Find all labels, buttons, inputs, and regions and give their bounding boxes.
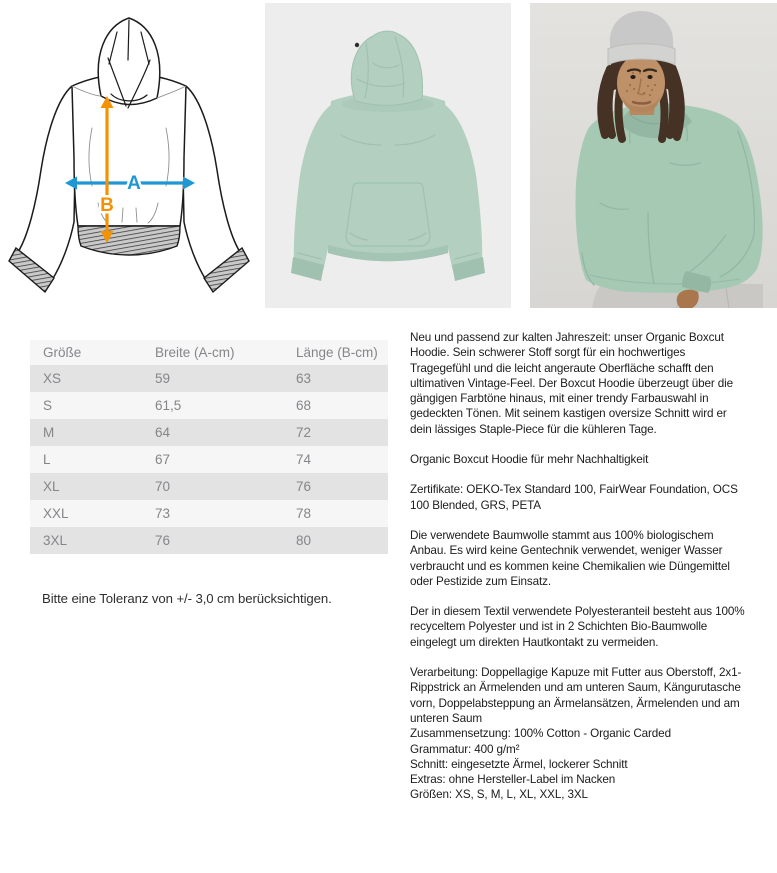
cotton-paragraph: Die verwendete Baumwolle stammt aus 100% biologischem Anbau. Es wird keine Gentechnik verwendet, weniger Wasser verbraucht und es kommen keine Chemikalien wie Düngemittel oder Pestizide zum Einsatz. (410, 528, 730, 588)
size-row-m (30, 419, 388, 446)
detail-line-schnitt: Schnitt: eingesetzte Ärmel, lockerer Schnitt (410, 757, 628, 771)
column-header-size: Größe (30, 340, 155, 365)
size-cell: 3XL (43, 533, 68, 548)
size-cell: L (43, 452, 51, 467)
size-chart-table (30, 340, 388, 554)
hoodie-line-drawing-icon (8, 8, 253, 308)
size-row-xs (30, 365, 388, 392)
size-row-xl (30, 473, 388, 500)
flatlay-hoodie-image (265, 3, 511, 308)
size-diagram-image (8, 8, 253, 308)
detail-line-extras: Extras: ohne Hersteller-Label im Nacken (410, 773, 616, 787)
detail-line-grammatur: Grammatur: 400 g/m² (410, 742, 520, 756)
length-label: B (100, 195, 114, 216)
certificates-paragraph: Zertifikate: OEKO-Tex Standard 100, FairWear Foundation, OCS 100 Blended, GRS, PETA (410, 483, 738, 512)
width-cell: 61,5 (155, 398, 182, 413)
hem-band (78, 226, 180, 255)
hood-tag (355, 43, 359, 47)
width-cell: 64 (155, 425, 171, 440)
width-cell: 67 (155, 452, 171, 467)
detail-line-zusammensetzung: Zusammensetzung: 100% Cotton - Organic Carded (410, 727, 671, 741)
width-cell: 59 (155, 371, 171, 386)
product-photo-model (530, 3, 777, 308)
length-cell: 63 (296, 371, 312, 386)
size-row-3xl (30, 527, 388, 554)
width-label: A (127, 173, 141, 194)
product-photo-flatlay (265, 3, 511, 308)
width-cell: 70 (155, 479, 171, 494)
tolerance-note: Bitte eine Toleranz von +/- 3,0 cm berücksichtigen. (42, 591, 332, 606)
length-cell: 76 (296, 479, 312, 494)
size-cell: XS (43, 371, 62, 386)
face (617, 54, 665, 112)
size-chart-header-row (30, 340, 388, 365)
size-row-l (30, 446, 388, 473)
sustainability-heading: Organic Boxcut Hoodie für mehr Nachhaltigkeit (410, 453, 649, 467)
size-cell: XXL (43, 506, 69, 521)
kangaroo-pocket (346, 183, 430, 246)
size-row-s (30, 392, 388, 419)
model-wearing-hoodie-image (530, 3, 777, 308)
width-cell: 73 (155, 506, 171, 521)
length-cell: 72 (296, 425, 312, 440)
detail-line-verarbeitung: Verarbeitung: Doppellagige Kapuze mit Futter aus Oberstoff, 2x1-Rippstrick an Ärmelenden und am unteren Saum, Kängurutasche vorn, Doppelabsteppung an Ärmelansätzen, Ärmelenden und am unteren Saum (410, 666, 742, 725)
column-header-width: Breite (A-cm) (155, 340, 296, 365)
length-cell: 68 (296, 398, 312, 413)
size-row-xxl (30, 500, 388, 527)
intro-paragraph: Neu und passend zur kalten Jahreszeit: unser Organic Boxcut Hoodie. Sein schwerer Stoff sorgt für ein hochwertiges Tragegefühl und die leicht angeraute Oberfläche schafft den ultimativen Vintage-Feel. Der Boxcut Hoodie überzeugt über die gängigen Farbtöne hinaus, mit einer trendy Farbauswahl in gedeckten Tönen. Mit seinem kastigen oversize Schnitt wird er dein lässiges Staple-Piece für die kühleren Tage. (410, 331, 734, 436)
detail-line-groessen: Größen: XS, S, M, L, XL, XXL, 3XL (410, 788, 588, 802)
size-cell: M (43, 425, 55, 440)
column-header-length: Länge (B-cm) (296, 340, 388, 365)
length-cell: 74 (296, 452, 312, 467)
width-cell: 76 (155, 533, 171, 548)
size-cell: S (43, 398, 53, 413)
hood (98, 18, 160, 108)
polyester-paragraph: Der in diesem Textil verwendete Polyesteranteil besteht aus 100% recyceltem Polyester und ist in 2 Schichten Bio-Baumwolle eingelegt um direkten Hautkontakt zu vermeiden. (410, 605, 745, 649)
size-cell: XL (43, 479, 60, 494)
length-cell: 80 (296, 533, 312, 548)
length-cell: 78 (296, 506, 312, 521)
product-description (410, 330, 748, 803)
